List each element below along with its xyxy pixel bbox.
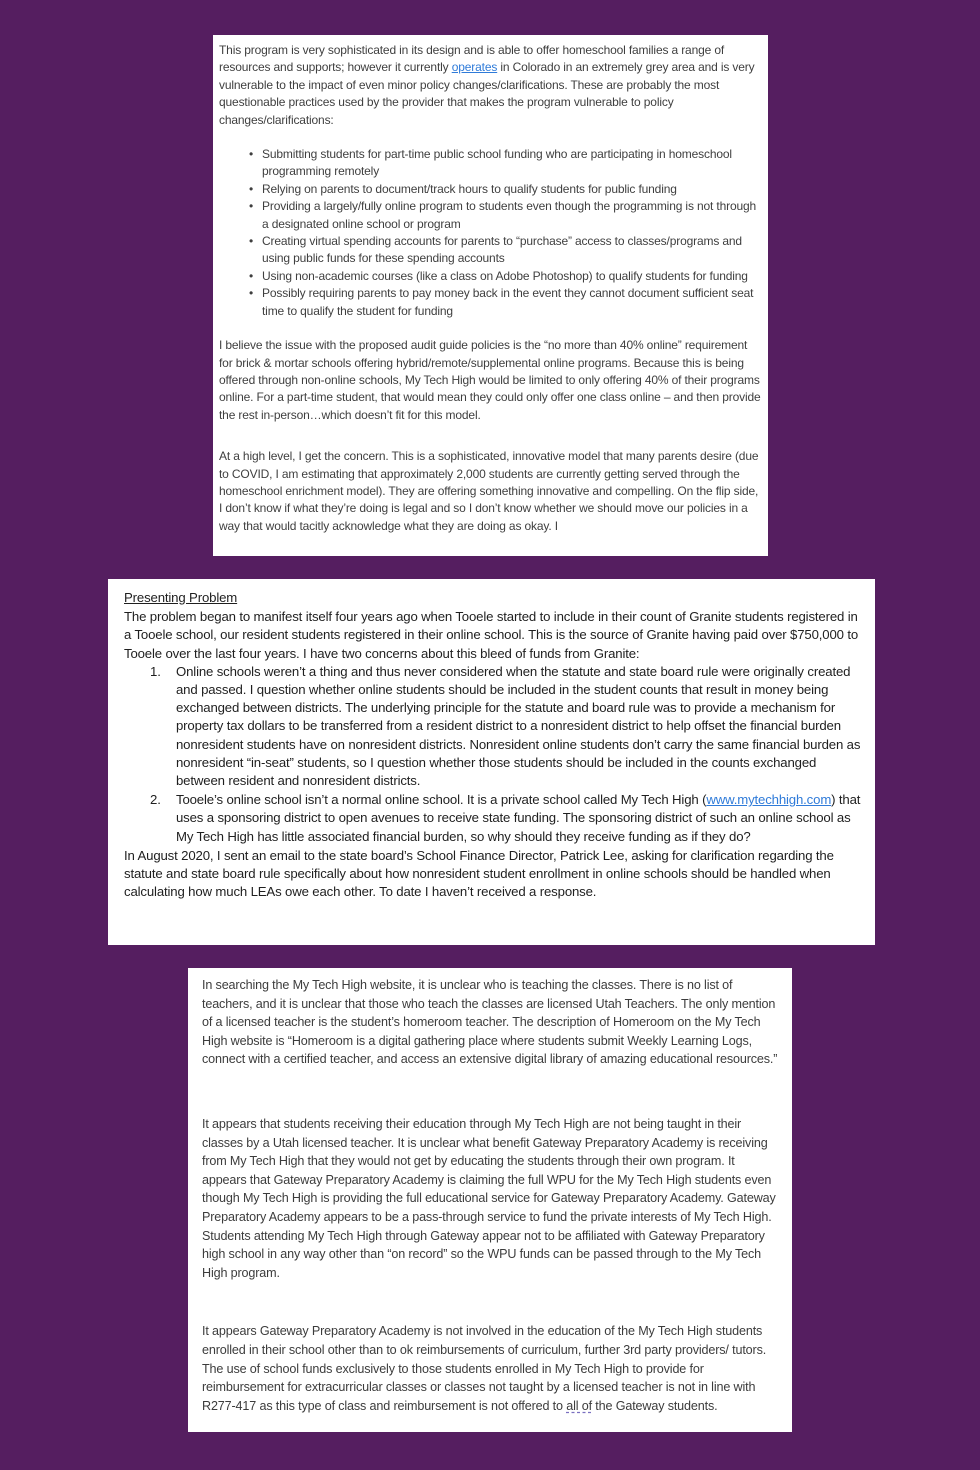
document-excerpt-audit-commentary <box>213 35 768 556</box>
mytechhigh-link[interactable]: www.mytechhigh.com <box>706 792 832 808</box>
paragraph-high-level-concern: At a high level, I get the concern. This is a sophisticated, innovative model that many parents desire (due to COVID, I am estimating that approximately 2,000 students are currently getting served through the homeschool enrichment model). They are offering something innovative and compelling. On the flip side, I don’t know if what they’re doing is legal and so I don’t know whether we should move our policies in a way that would tacitly acknowledge what they are doing as okay. I <box>219 449 759 533</box>
text-run: This program is very sophisticated in its design and is able to offer homeschool families a range of resources and supports; however it currently <box>219 43 725 75</box>
concerns-list <box>124 663 865 846</box>
list-item: • Possibly requiring parents to pay money back in the event they cannot document sufficient seat time to qualify the student for funding <box>249 285 762 320</box>
paragraph-audit-guide-issue: I believe the issue with the proposed audit guide policies is the “no more than 40% online” requirement for brick & mortar schools offering hybrid/remote/supplemental online programs. Because this is being offered through non-online schools, My Tech High would be limited to only offering 40% of their programs online. For a part-time student, that would mean they could only offer one class online – and then provide the rest in-person…which doesn’t fit for this model. <box>219 338 761 422</box>
text-run: in Colorado in an extremely grey area and is very vulnerable to the impact of even minor policy changes/clarifications. These are probably the most questionable practices used by the provider that makes the program vulnerable to policy changes/clarifications: <box>219 60 755 127</box>
paragraph-email-followup: In August 2020, I sent an email to the state board’s School Finance Director, Patrick Lee, asking for clarification regarding the statute and state board rule specifically about how nonresident student enrollment in online schools should be handled when calculating how much LEAs owe each other. To date I haven’t received a response. <box>124 847 834 900</box>
list-item-concern-1: Online schools weren’t a thing and thus never considered when the statute and state board rule were originally created and passed. I question whether online students should be included in the student counts that result in money being exchanged between districts. The underlying principle for the statute and board rule was to provide a mechanism for property tax dollars to be transferred from a resident district to a nonresident district to help offset the financial burden nonresident students have on nonresident districts. Nonresident online students don’t carry the same financial burden as nonresident “in-seat” students, so I question whether those students should be included in the counts exchanged between resident and nonresident districts. <box>176 663 861 789</box>
list-item-concern-2 <box>176 791 865 846</box>
text-run: the Gateway students. <box>591 1398 718 1413</box>
text-run: Tooele’s online school isn’t a normal online school. It is a private school called My Tech High ( <box>176 792 707 808</box>
list-item: • Submitting students for part-time public school funding who are participating in homeschool programming remotely <box>249 146 762 181</box>
text-run: ) that uses a sponsoring district to open avenues to receive state funding. The sponsoring district of such an online school as My Tech High has little associated financial burden, so why should they receive funding as if they do? <box>176 792 861 844</box>
list-item: • Providing a largely/fully online program to students even though the programming is not through a designated online school or program <box>249 198 762 233</box>
text-run: It appears Gateway Preparatory Academy is not involved in the education of the My Tech High students enrolled in their school other than to ok reimbursements of curriculum, further 3rd party providers/ tutors. The use of school funds exclusively to those students enrolled in My Tech High to provide for reimbursement for extracurricular classes or classes not taught by a licensed teacher is not in line with R277-417 as this type of class and reimbursement is not offered to <box>202 1324 767 1413</box>
operates-link[interactable]: operates <box>451 60 498 75</box>
list-item: • Using non-academic courses (like a class on Adobe Photoshop) to qualify students for funding <box>249 268 762 285</box>
list-item: • Creating virtual spending accounts for parents to “purchase” access to classes/programs and using public funds for these spending accounts <box>249 233 762 268</box>
paragraph-wpu-passthrough: It appears that students receiving their education through My Tech High are not being taught in their classes by a Utah licensed teacher. It is unclear what benefit Gateway Preparatory Academy is receiving from My Tech High that they would not get by educating the students through their own program. It appears that Gateway Preparatory Academy is claiming the full WPU for the My Tech High students even though My Tech High is providing the full educational service for Gateway Preparatory Academy. Gateway Preparatory Academy appears to be a pass-through service to fund the private interests of My Tech High. Students attending My Tech High through Gateway appear not to be affiliated with Gateway Preparatory high school in any way other than “on record” so the WPU funds can be passed through to the My Tech High program. <box>202 1116 776 1280</box>
document-excerpt-gateway-findings <box>188 968 792 1432</box>
paragraph-problem-intro: The problem began to manifest itself four years ago when Tooele started to include in their count of Granite students registered in a Tooele school, our resident students registered in their online school. This is the source of Granite having paid over $750,000 to Tooele over the last four years. I have two concerns about this bleed of funds from Granite: <box>124 609 859 661</box>
section-heading: Presenting Problem <box>124 590 238 605</box>
list-item: • Relying on parents to document/track hours to qualify students for public funding <box>249 181 762 198</box>
grammar-marked-text: all of <box>566 1398 592 1413</box>
questionable-practices-list <box>219 146 762 320</box>
paragraph-reimbursement-rule <box>202 1322 780 1415</box>
paragraph-website-search: In searching the My Tech High website, it is unclear who is teaching the classes. There is no list of teachers, and it is unclear that those who teach the classes are licensed Utah Teachers. The only mention of a licensed teacher is the student’s homeroom teacher. The description of Homeroom on the My Tech High website is “Homeroom is a digital gathering place where students submit Weekly Learning Logs, connect with a certified teacher, and access an extensive digital library of amazing educational resources.” <box>202 978 778 1067</box>
paragraph-program-overview <box>219 42 762 129</box>
document-excerpt-presenting-problem <box>108 579 875 945</box>
